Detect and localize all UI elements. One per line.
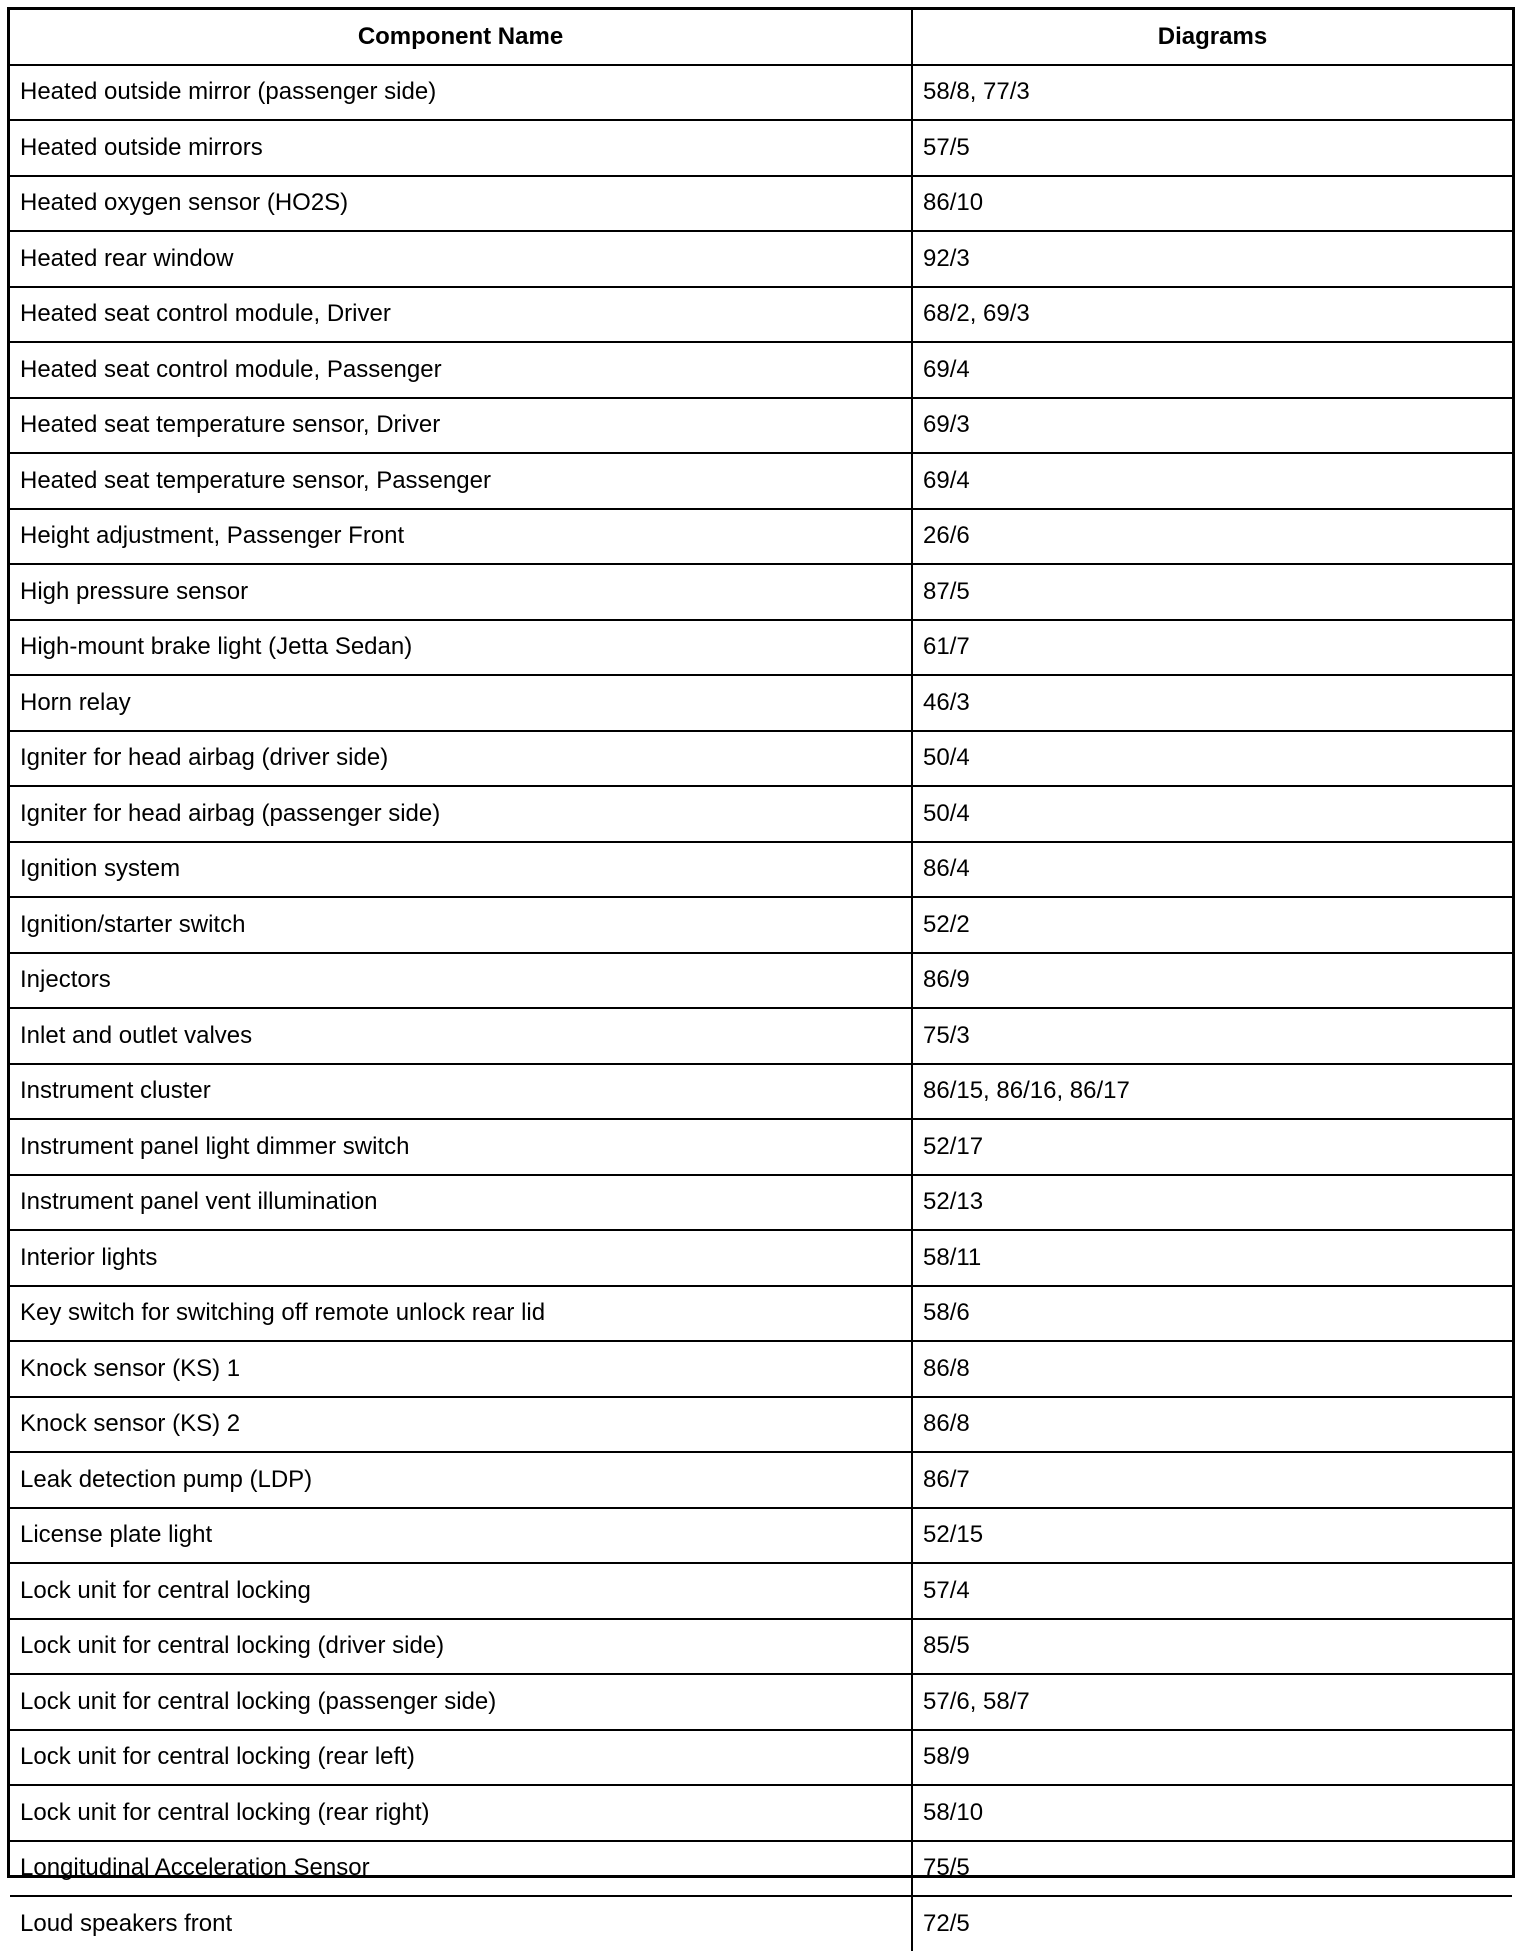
diagrams-cell: 69/4: [912, 342, 1512, 398]
table-row: [10, 731, 1512, 787]
diagrams-cell: 86/15, 86/16, 86/17: [912, 1064, 1512, 1120]
table-row: [10, 675, 1512, 731]
table-row: [10, 65, 1512, 121]
table-row: [10, 1619, 1512, 1675]
diagrams-cell: 75/3: [912, 1008, 1512, 1064]
diagrams-cell: 86/8: [912, 1341, 1512, 1397]
diagrams-cell: 75/5: [912, 1841, 1512, 1897]
table-row: [10, 176, 1512, 232]
component-name-cell: Injectors: [10, 953, 912, 1009]
diagrams-cell: 86/10: [912, 176, 1512, 232]
diagrams-cell: 69/3: [912, 398, 1512, 454]
diagrams-cell: 58/6: [912, 1286, 1512, 1342]
component-name-cell: Leak detection pump (LDP): [10, 1452, 912, 1508]
table-row: [10, 1008, 1512, 1064]
component-name-cell: Longitudinal Acceleration Sensor: [10, 1841, 912, 1897]
table-row: [10, 1785, 1512, 1841]
component-name-cell: Lock unit for central locking (rear right): [10, 1785, 912, 1841]
table-row: [10, 453, 1512, 509]
table-row: [10, 1341, 1512, 1397]
diagrams-cell: 58/8, 77/3: [912, 65, 1512, 121]
diagrams-cell: 69/4: [912, 453, 1512, 509]
component-name-cell: Heated outside mirrors: [10, 120, 912, 176]
table-row: [10, 1563, 1512, 1619]
table-row: [10, 1064, 1512, 1120]
component-name-cell: Knock sensor (KS) 2: [10, 1397, 912, 1453]
diagrams-cell: 52/15: [912, 1508, 1512, 1564]
table-row: [10, 1508, 1512, 1564]
component-name-cell: Instrument panel light dimmer switch: [10, 1119, 912, 1175]
diagrams-cell: 57/4: [912, 1563, 1512, 1619]
diagrams-cell: 85/5: [912, 1619, 1512, 1675]
component-name-cell: High-mount brake light (Jetta Sedan): [10, 620, 912, 676]
table-row: [10, 1175, 1512, 1231]
diagrams-cell: 46/3: [912, 675, 1512, 731]
component-name-cell: Ignition system: [10, 842, 912, 898]
table-header-row: [10, 10, 1512, 65]
diagrams-cell: 26/6: [912, 509, 1512, 565]
component-name-cell: Lock unit for central locking (driver side): [10, 1619, 912, 1675]
table-row: [10, 953, 1512, 1009]
component-name-cell: Height adjustment, Passenger Front: [10, 509, 912, 565]
component-name-cell: High pressure sensor: [10, 564, 912, 620]
table-row: [10, 1896, 1512, 1951]
table-row: [10, 1230, 1512, 1286]
component-name-cell: Interior lights: [10, 1230, 912, 1286]
component-name-cell: Horn relay: [10, 675, 912, 731]
table-row: [10, 1119, 1512, 1175]
component-name-cell: Heated seat control module, Passenger: [10, 342, 912, 398]
diagrams-cell: 57/6, 58/7: [912, 1674, 1512, 1730]
diagrams-cell: 57/5: [912, 120, 1512, 176]
component-name-cell: Ignition/starter switch: [10, 897, 912, 953]
component-name-cell: Heated outside mirror (passenger side): [10, 65, 912, 121]
component-name-cell: Heated seat temperature sensor, Driver: [10, 398, 912, 454]
diagrams-cell: 52/13: [912, 1175, 1512, 1231]
column-header-component-name: Component Name: [10, 10, 912, 65]
table-row: [10, 842, 1512, 898]
diagrams-cell: 58/9: [912, 1730, 1512, 1786]
component-name-cell: Knock sensor (KS) 1: [10, 1341, 912, 1397]
diagrams-cell: 86/4: [912, 842, 1512, 898]
table-row: [10, 1452, 1512, 1508]
diagrams-cell: 58/11: [912, 1230, 1512, 1286]
component-name-cell: Heated oxygen sensor (HO2S): [10, 176, 912, 232]
diagrams-cell: 86/8: [912, 1397, 1512, 1453]
diagrams-cell: 52/17: [912, 1119, 1512, 1175]
diagrams-cell: 52/2: [912, 897, 1512, 953]
diagrams-cell: 50/4: [912, 786, 1512, 842]
component-name-cell: Igniter for head airbag (driver side): [10, 731, 912, 787]
diagrams-cell: 92/3: [912, 231, 1512, 287]
diagrams-cell: 87/5: [912, 564, 1512, 620]
diagrams-cell: 86/9: [912, 953, 1512, 1009]
table-row: [10, 1674, 1512, 1730]
table-row: [10, 287, 1512, 343]
component-name-cell: Heated seat control module, Driver: [10, 287, 912, 343]
table-row: [10, 620, 1512, 676]
component-name-cell: Lock unit for central locking (passenger side): [10, 1674, 912, 1730]
component-name-cell: Instrument cluster: [10, 1064, 912, 1120]
component-name-cell: Loud speakers front: [10, 1896, 912, 1951]
diagrams-cell: 50/4: [912, 731, 1512, 787]
component-name-cell: Igniter for head airbag (passenger side): [10, 786, 912, 842]
column-header-diagrams: Diagrams: [912, 10, 1512, 65]
component-name-cell: Lock unit for central locking (rear left): [10, 1730, 912, 1786]
table-row: [10, 120, 1512, 176]
table-row: [10, 398, 1512, 454]
component-name-cell: Heated rear window: [10, 231, 912, 287]
component-name-cell: Inlet and outlet valves: [10, 1008, 912, 1064]
diagrams-cell: 58/10: [912, 1785, 1512, 1841]
diagrams-cell: 72/5: [912, 1896, 1512, 1951]
table-row: [10, 509, 1512, 565]
component-name-cell: Lock unit for central locking: [10, 1563, 912, 1619]
table-row: [10, 786, 1512, 842]
table-row: [10, 1286, 1512, 1342]
diagrams-cell: 68/2, 69/3: [912, 287, 1512, 343]
component-name-cell: License plate light: [10, 1508, 912, 1564]
component-diagram-table-frame: [7, 7, 1515, 1937]
diagrams-cell: 86/7: [912, 1452, 1512, 1508]
table-row: [10, 342, 1512, 398]
table-row: [10, 231, 1512, 287]
component-name-cell: Heated seat temperature sensor, Passenger: [10, 453, 912, 509]
table-body: [10, 65, 1512, 1951]
table-row: [10, 897, 1512, 953]
table-row: [10, 1841, 1512, 1897]
table-row: [10, 1730, 1512, 1786]
table-row: [10, 564, 1512, 620]
diagrams-cell: 61/7: [912, 620, 1512, 676]
component-name-cell: Key switch for switching off remote unlock rear lid: [10, 1286, 912, 1342]
table-row: [10, 1397, 1512, 1453]
component-name-cell: Instrument panel vent illumination: [10, 1175, 912, 1231]
component-diagram-table: [10, 10, 1512, 1951]
